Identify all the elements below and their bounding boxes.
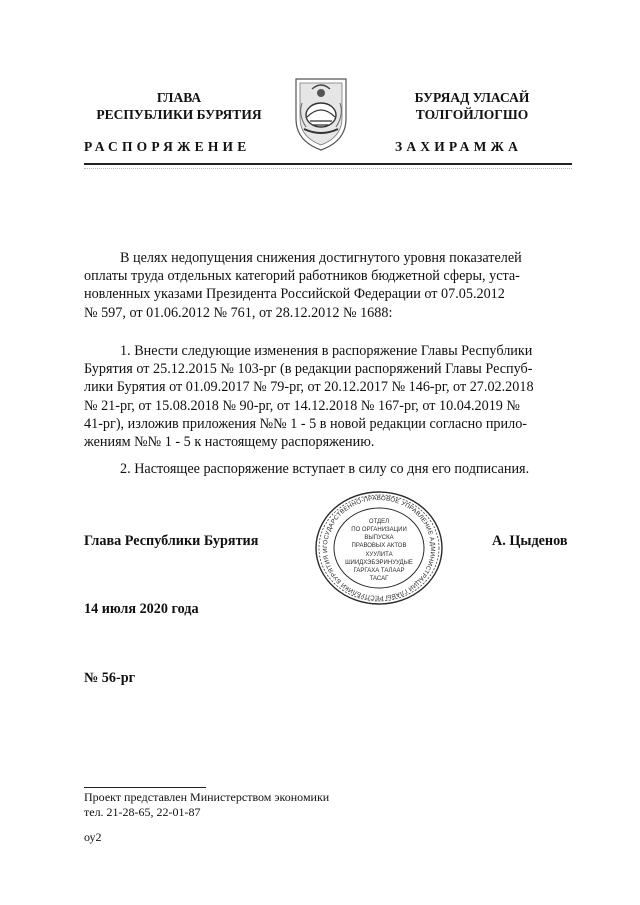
paragraph-item-1: [84, 342, 572, 451]
svg-text:ХУУЛИТА: ХУУЛИТА: [365, 552, 393, 558]
header-left: [84, 89, 274, 123]
header-right: [372, 89, 572, 123]
doc-type-bua: ЗАХИРАМЖА: [395, 139, 523, 154]
text-line: 2. Настоящее распоряжение вступает в силу со дня его подписания.: [120, 461, 530, 477]
text-line: 41-рг), изложив приложения №№ 1 - 5 в новой редакции согласно прило-: [84, 415, 528, 432]
coat-of-arms-emblem: [290, 73, 352, 153]
text-line: № 21-рг, от 15.08.2018 № 90-рг, от 14.12.2018 № 167-рг, от 10.04.2019 №: [84, 397, 520, 414]
svg-text:ПРАВОВЫХ АКТОВ: ПРАВОВЫХ АКТОВ: [351, 543, 407, 549]
text-line: жениям №№ 1 - 5 к настоящему распоряжению.: [84, 434, 375, 451]
text-line: новленных указами Президента Российской Федерации от 07.05.2012: [84, 286, 505, 303]
svg-text:ТАСАГ: ТАСАГ: [369, 576, 389, 582]
text-line: оплаты труда отдельных категорий работников бюджетной сферы, уста-: [84, 268, 520, 285]
header-divider: [84, 163, 572, 165]
svg-text:ГАРГАХА ТАЛААР: ГАРГАХА ТАЛААР: [353, 568, 405, 574]
paragraph-item-2: [84, 460, 572, 478]
text-line: Бурятия от 25.12.2015 № 103-рг (в редакции распоряжений Главы Респуб-: [84, 361, 533, 378]
header-right-line1: БУРЯАД УЛАСАЙ: [414, 90, 530, 105]
footer-note: [84, 790, 329, 820]
footer-divider: [84, 787, 206, 788]
signatory-name: А. Цыденов: [492, 533, 568, 549]
footer-code: оу2: [84, 830, 102, 844]
text-line: лики Бурятия от 01.09.2017 № 79-рг, от 20.12.2017 № 146-рг, от 27.02.2018: [84, 379, 534, 396]
svg-text:ВЫПУСКА: ВЫПУСКА: [364, 535, 394, 541]
svg-text:ПО ОРГАНИЗАЦИИ: ПО ОРГАНИЗАЦИИ: [351, 527, 407, 533]
document-number: № 56-рг: [84, 670, 136, 686]
signatory-position: Глава Республики Бурятия: [84, 533, 259, 549]
doc-type-ru: РАСПОРЯЖЕНИЕ: [84, 139, 251, 154]
footer-line2: тел. 21-28-65, 22-01-87: [84, 805, 201, 819]
svg-text:ГОСУДАРСТВЕННО-ПРАВОВОЕ УПРАВЛ: ГОСУДАРСТВЕННО-ПРАВОВОЕ УПРАВЛЕНИЕ АДМИНИСТРАЦИИ ГЛАВЫ РЕСПУБЛИКИ БУРЯТИЯ И: [321, 494, 437, 602]
text-line: В целях недопущения снижения достигнутого уровня показателей: [120, 250, 522, 266]
official-seal-stamp: [313, 490, 445, 606]
document-date: 14 июля 2020 года: [84, 601, 199, 617]
svg-text:ОТДЕЛ: ОТДЕЛ: [368, 519, 390, 525]
footer-line1: Проект представлен Министерством экономики: [84, 790, 330, 804]
text-line: № 597, от 01.06.2012 № 761, от 28.12.2012 № 1688:: [84, 304, 393, 321]
paragraph-preamble: [84, 249, 572, 322]
header-left-line1: ГЛАВА: [156, 90, 202, 105]
header-left-line2: РЕСПУБЛИКИ БУРЯТИЯ: [96, 107, 262, 122]
svg-text:ШИИДХЭБЭРИНУУДЫЕ: ШИИДХЭБЭРИНУУДЫЕ: [345, 560, 413, 566]
text-line: 1. Внести следующие изменения в распоряжение Главы Республики: [120, 343, 533, 359]
header-right-line2: ТОЛГОЙЛОГШО: [415, 107, 529, 122]
header-dotted-line: [84, 168, 572, 169]
